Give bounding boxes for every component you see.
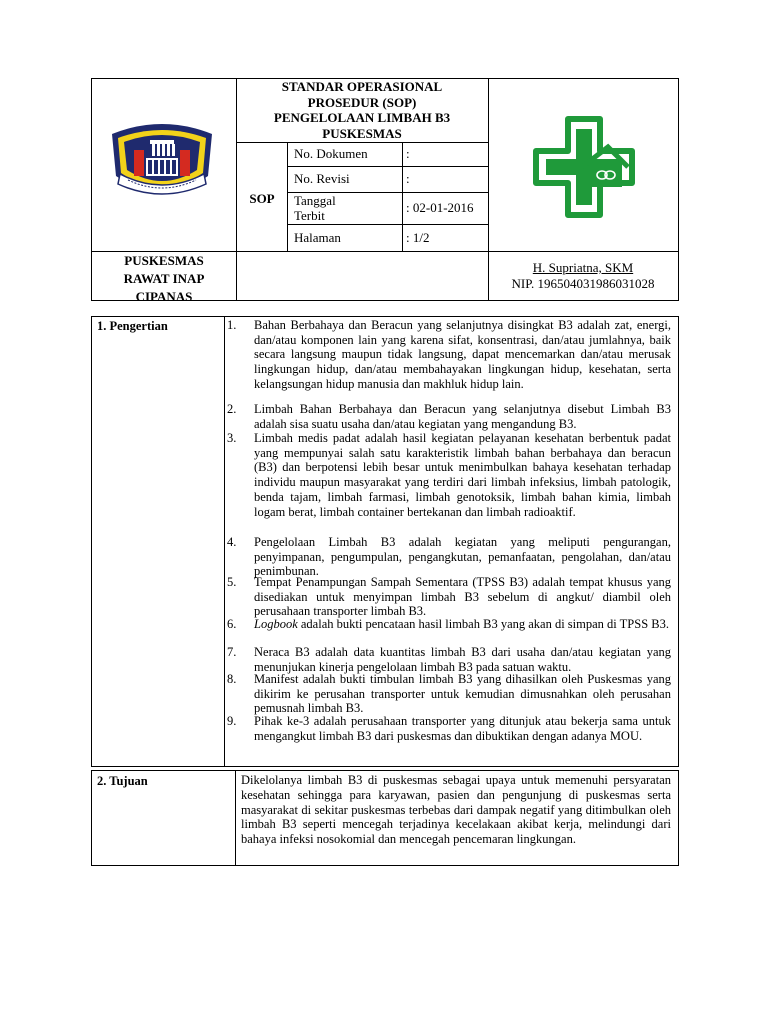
definition-item: [227, 714, 671, 743]
logbook-term: Logbook: [254, 617, 298, 631]
definition-item: [227, 672, 671, 716]
sop-title: [236, 79, 488, 141]
meta-value-no-revisi: :: [406, 171, 410, 186]
definition-number: 2.: [227, 402, 237, 416]
definition-text: Limbah Bahan Berbahaya dan Beracun yang selanjutnya disebut Limbah B3 adalah sisa suatu usaha dan/atau kegiatan yang mengandung B3.: [254, 402, 671, 431]
definition-number: 6.: [227, 617, 237, 631]
green-cross-logo: [532, 115, 636, 219]
definition-text: Pengelolaan Limbah B3 adalah kegiatan yang meliputi pengurangan, penyimpanan, pengumpulan, pengangkutan, pemanfaatan, pengolahan, dan/atau penimbunan.: [254, 535, 671, 579]
definition-item: [227, 617, 671, 632]
definition-item: [227, 535, 671, 579]
meta-label-tanggal-terbit: Tanggal Terbit: [294, 193, 336, 223]
definition-item: [227, 645, 671, 674]
definition-number: 9.: [227, 714, 237, 728]
section-label-tujuan: 2. Tujuan: [97, 774, 148, 788]
organization-line: RAWAT INAP: [123, 271, 205, 286]
definition-item: [227, 402, 671, 431]
meta-label-no-revisi: No. Revisi: [294, 171, 350, 186]
sop-label: SOP: [249, 191, 275, 206]
definition-item: [227, 318, 671, 392]
sop-title-line: PENGELOLAAN LIMBAH B3: [273, 110, 451, 125]
definition-text: [254, 617, 671, 632]
definition-text: Tempat Penampungan Sampah Sementara (TPSS B3) adalah tempat khusus yang disediakan untuk menyimpan limbah B3 sebelum di angkut/ diambil oleh perusahaan transporter limbah B3.: [254, 575, 671, 619]
signer-nip: NIP. 196504031986031028: [511, 276, 655, 291]
definition-number: 1.: [227, 318, 237, 332]
meta-label-halaman: Halaman: [294, 230, 341, 245]
meta-value-tanggal-terbit: : 02-01-2016: [406, 200, 474, 215]
meta-value-halaman: : 1/2: [406, 230, 430, 245]
meta-value-no-dokumen: :: [406, 146, 410, 161]
definition-number: 7.: [227, 645, 237, 659]
definition-number: 3.: [227, 431, 237, 445]
definition-text: Pihak ke-3 adalah perusahaan transporter yang ditunjuk atau bekerja sama untuk mengangkut limbah B3 dari puskesmas dan dibuktikan dengan adanya MOU.: [254, 714, 671, 743]
definition-number: 4.: [227, 535, 237, 549]
definition-text: Bahan Berbahaya dan Beracun yang selanjutnya disingkat B3 adalah zat, energi, dan/atau komponen lain yang karena sifat, konsentrasi, dan/atau jumlahnya, baik secara langsung maupun tidak langsung, dapat mencemarkan dan/atau merusak lingkungan hidup, dan/atau membahayakan lingkungan hidup, kesehatan, serta kelangsungan hidup manusia dan makhluk hidup lain.: [254, 318, 671, 391]
definition-number: 8.: [227, 672, 237, 686]
sop-title-line: PROSEDUR (SOP): [307, 94, 417, 110]
definition-text: Limbah medis padat adalah hasil kegiatan pelayanan kesehatan berbentuk padat yang mempunyai salah satu karakteristik limbah bahan berbahaya dan beracun (B3) dan berpotensi lebih besar untuk menimbulkan bahaya kesehatan terhadap individu maupun masyarakat yang terdiri dari limbah infeksius, limbah patologik, benda tajam, limbah farmasi, limbah genotoksik, limbah bahan kimia, limbah logam berat, limbah container bertekanan dan limbah radioaktif.: [254, 431, 671, 519]
signer-name: H. Supriatna, SKM: [532, 260, 634, 275]
section-label-pengertian: 1. Pengertian: [97, 319, 168, 333]
definition-text: Neraca B3 adalah data kuantitas limbah B3 dari usaha dan/atau kegiatan yang menunjukan kinerja pengelolaan limbah B3 pada satuan waktu.: [254, 645, 671, 674]
meta-label-no-dokumen: No. Dokumen: [294, 146, 368, 161]
organization-name: [92, 252, 236, 306]
definition-text: Manifest adalah bukti timbulan limbah B3 yang dihasilkan oleh Puskesmas yang dikirim ke perusahan transporter untuk kemudian dimusnahkan oleh perusahan pemusnah limbah B3.: [254, 672, 671, 716]
signer-block: [488, 260, 678, 292]
definition-number: 5.: [227, 575, 237, 589]
puskesmas-emblem-logo: [104, 118, 220, 204]
sop-title-line: PUSKESMAS: [322, 125, 402, 141]
definition-item: [227, 575, 671, 619]
definition-item: [227, 431, 671, 519]
organization-line: PUSKESMAS: [124, 253, 204, 268]
purpose-paragraph: Dikelolanya limbah B3 di puskesmas sebagai upaya untuk memenuhi persyaratan kesehatan sehingga para karyawan, pasien dan pengunjung di puskesmas serta masyarakat di sekitar puskesmas terbebas dari dampak negatif yang ditimbulkan oleh limbah B3 seperti mencegah terjadinya kecelakaan akibat kerja, melindungi dari bahaya infeksi nosokomial dan mencegah pencemaran lingkungan.: [241, 773, 671, 847]
sop-title-line: STANDAR OPERASIONAL: [281, 79, 443, 94]
organization-line: CIPANAS: [135, 289, 193, 304]
definition-text-rest: adalah bukti pencataan hasil limbah B3 yang akan di simpan di TPSS B3.: [297, 617, 669, 631]
